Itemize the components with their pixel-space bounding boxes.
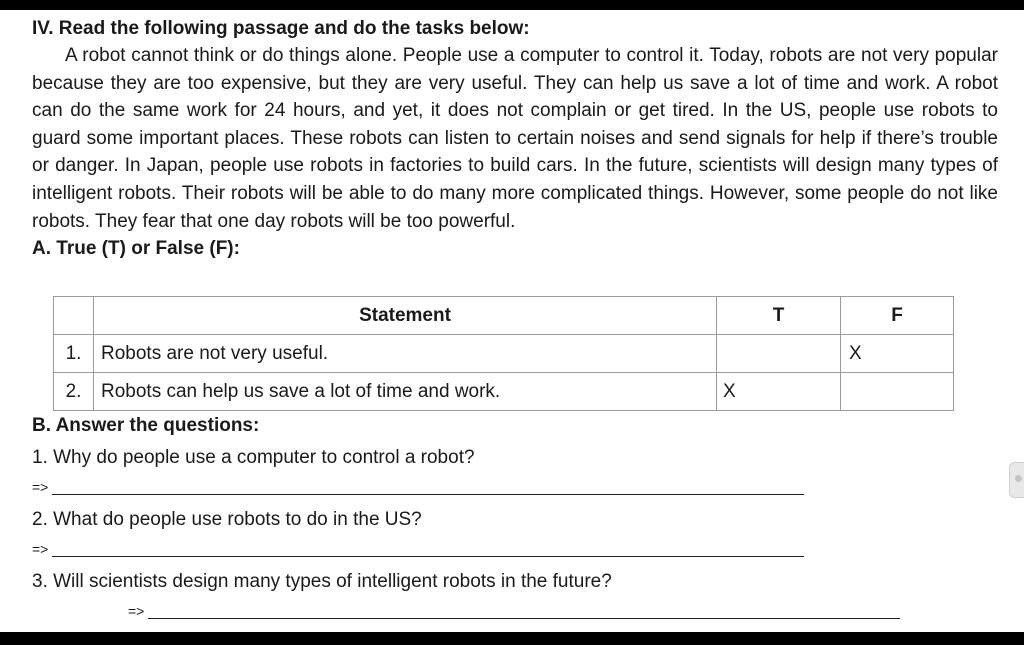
row-number: 2. <box>54 373 94 411</box>
worksheet-content <box>32 16 998 619</box>
answer-prefix: => <box>32 541 49 557</box>
header-number <box>54 297 94 335</box>
header-true: T <box>717 297 841 335</box>
answer-prefix: => <box>32 479 49 495</box>
document-page <box>0 10 1024 632</box>
answer-blank <box>52 556 804 557</box>
row-statement: Robots are not very useful. <box>94 335 717 373</box>
header-false: F <box>841 297 954 335</box>
row-true-mark <box>717 335 841 373</box>
row-statement: Robots can help us save a lot of time and work. <box>94 373 717 411</box>
exercise-heading: IV. Read the following passage and do the tasks below: <box>32 18 530 39</box>
part-b-section <box>32 412 998 631</box>
row-true-mark: X <box>717 373 841 411</box>
table-row <box>54 373 954 411</box>
table-header-row <box>54 297 954 335</box>
row-false-mark <box>841 373 954 411</box>
question-3: 3. Will scientists design many types of intelligent robots in the future? <box>32 571 612 592</box>
question-1: 1. Why do people use a computer to control a robot? <box>32 447 475 468</box>
scroll-tab-dot-icon <box>1015 475 1022 482</box>
answer-line-3 <box>32 595 998 631</box>
answer-prefix: => <box>128 603 145 619</box>
table-row <box>54 335 954 373</box>
answer-line-2 <box>32 533 998 569</box>
side-scroll-tab[interactable] <box>1009 462 1024 498</box>
part-b-title: B. Answer the questions: <box>32 415 260 436</box>
row-false-mark: X <box>841 335 954 373</box>
answer-blank <box>148 618 900 619</box>
header-statement: Statement <box>94 297 717 335</box>
part-a-title: A. True (T) or False (F): <box>32 238 240 260</box>
reading-passage: A robot cannot think or do things alone. People use a computer to control it. Today, robots are not very popular because they are too expensive, but they are very useful. They can help us save a lot of time and work. A robot can do the same work for 24 hours, and yet, it does not complain or get tired. In the US, people use robots to guard some important places. These robots can listen to certain noises and send signals for help if there’s trouble or danger. In Japan, people use robots in factories to build cars. In the future, scientists will design many types of intelligent robots. Their robots will be able to do many more complicated things. However, some people do not like robots. They fear that one day robots will be too powerful. <box>32 45 998 232</box>
question-2: 2. What do people use robots to do in the US? <box>32 509 422 530</box>
row-number: 1. <box>54 335 94 373</box>
true-false-table <box>53 296 954 411</box>
answer-blank <box>52 494 804 495</box>
answer-line-1 <box>32 471 998 507</box>
